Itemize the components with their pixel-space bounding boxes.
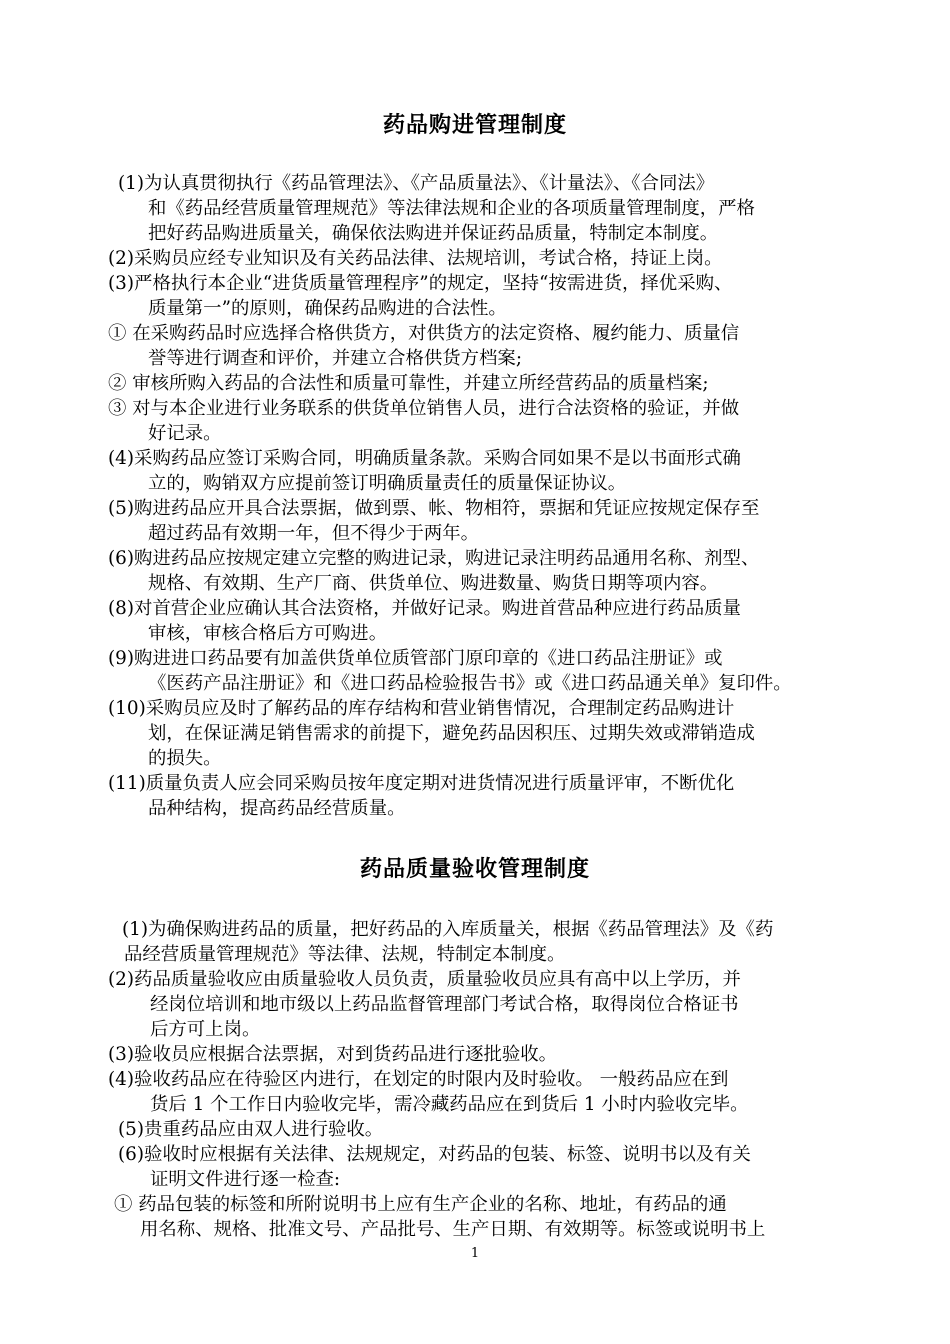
text-line: (6)验收时应根据有关法律、法规规定，对药品的包装、标签、说明书以及有关 [118, 1144, 751, 1165]
text-line: 用名称、规格、批准文号、产品批号、生产日期、有效期等。标签或说明书上 [140, 1219, 766, 1240]
text-line: ① 在采购药品时应选择合格供货方，对供货方的法定资格、履约能力、质量信 [108, 323, 740, 344]
text-line: (9)购进进口药品要有加盖供货单位质管部门原印章的《进口药品注册证》或 [108, 648, 723, 669]
section1-title: 药品购进管理制度 [382, 113, 567, 138]
text-line: (3)严格执行本企业“进货质量管理程序”的规定，坚持“按需进货，择优采购、 [108, 273, 733, 294]
text-line: ② 审核所购入药品的合法性和质量可靠性，并建立所经营药品的质量档案; [108, 373, 709, 394]
text-line: 立的，购销双方应提前签订明确质量责任的质量保证协议。 [148, 473, 627, 494]
text-line: (5)贵重药品应由双人进行验收。 [118, 1119, 384, 1140]
text-line: (3)验收员应根据合法票据，对到货药品进行逐批验收。 [108, 1044, 558, 1065]
text-line: (10)采购员应及时了解药品的库存结构和营业销售情况，合理制定药品购进计 [108, 698, 735, 719]
text-line: ③ 对与本企业进行业务联系的供货单位销售人员，进行合法资格的验证，并做 [108, 398, 740, 419]
text-line: 后方可上岗。 [150, 1019, 261, 1040]
text-line: (2)药品质量验收应由质量验收人员负责，质量验收员应具有高中以上学历，并 [108, 969, 741, 990]
text-line: (4)验收药品应在待验区内进行，在划定的时限内及时验收。 一般药品应在到 [108, 1069, 729, 1090]
text-line: 货后 1 个工作日内验收完毕，需冷藏药品应在到货后 1 小时内验收完毕。 [150, 1094, 749, 1115]
text-line: 质量第一”的原则，确保药品购进的合法性。 [148, 298, 507, 319]
text-line: 的损失。 [148, 748, 222, 769]
text-line: (5)购进药品应开具合法票据，做到票、帐、物相符，票据和凭证应按规定保存至 [108, 498, 760, 519]
text-line: 《医药产品注册证》和《进口药品检验报告书》或《进口药品通关单》复印件。 [148, 673, 792, 694]
text-line: 好记录。 [148, 423, 222, 444]
text-line: (2)采购员应经专业知识及有关药品法律、法规培训，考试合格，持证上岗。 [108, 248, 723, 269]
text-line: 规格、有效期、生产厂商、供货单位、购进数量、购货日期等项内容。 [148, 573, 719, 594]
text-line: (8)对首营企业应确认其合法资格，并做好记录。购进首营品种应进行药品质量 [108, 598, 741, 619]
page-number: 1 [470, 1246, 480, 1261]
text-line: 审核，审核合格后方可购进。 [148, 623, 388, 644]
text-line: 品种结构，提高药品经营质量。 [148, 798, 406, 819]
text-line: (11)质量负责人应会同采购员按年度定期对进货情况进行质量评审，不断优化 [108, 773, 735, 794]
text-line: ① 药品包装的标签和所附说明书上应有生产企业的名称、地址，有药品的通 [114, 1194, 727, 1215]
text-line: 誉等进行调查和评价，并建立合格供货方档案; [148, 348, 523, 369]
text-line: 超过药品有效期一年，但不得少于两年。 [148, 523, 480, 544]
text-line: 品经营质量管理规范》等法律、法规，特制定本制度。 [124, 944, 566, 965]
text-line: 把好药品购进质量关，确保依法购进并保证药品质量，特制定本制度。 [148, 223, 719, 244]
text-line: 和《药品经营质量管理规范》等法律法规和企业的各项质量管理制度，严格 [148, 198, 755, 219]
text-line: (4)采购药品应签订采购合同，明确质量条款。采购合同如果不是以书面形式确 [108, 448, 741, 469]
text-line: (6)购进药品应按规定建立完整的购进记录，购进记录注明药品通用名称、剂型、 [108, 548, 760, 569]
section2-title: 药品质量验收管理制度 [359, 857, 590, 882]
text-line: 经岗位培训和地市级以上药品监督管理部门考试合格，取得岗位合格证书 [150, 994, 739, 1015]
text-line: (1)为确保购进药品的质量，把好药品的入库质量关，根据《药品管理法》及《药 [122, 919, 774, 940]
text-line: (1)为认真贯彻执行《药品管理法》、《产品质量法》、《计量法》、《合同法》 [118, 173, 715, 194]
text-line: 证明文件进行逐一检查: [150, 1169, 341, 1190]
text-line: 划，在保证满足销售需求的前提下，避免药品因积压、过期失效或滞销造成 [148, 723, 755, 744]
